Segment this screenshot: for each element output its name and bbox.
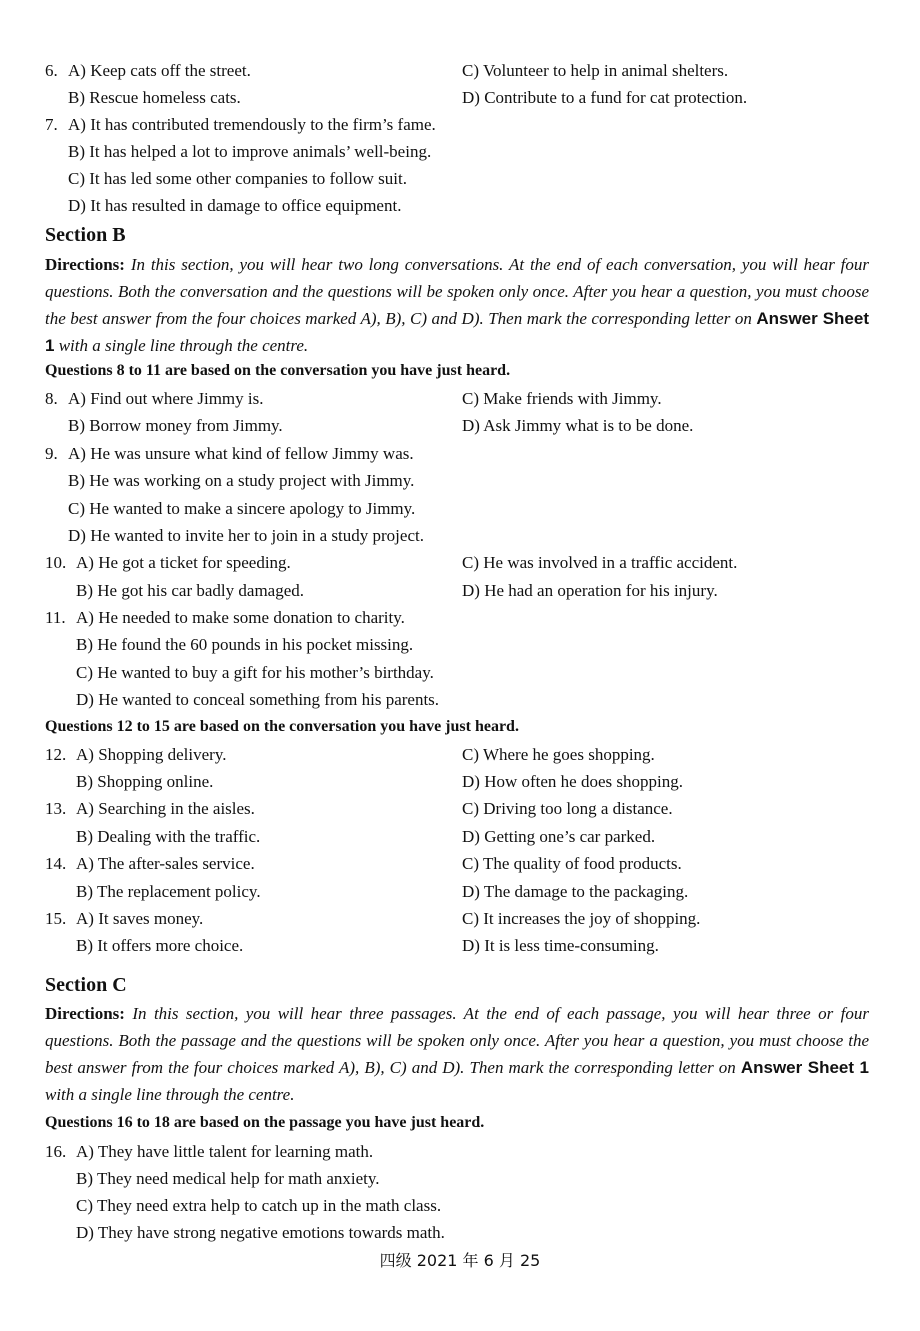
option-b: B) It has helped a lot to improve animals’ well-being.: [68, 142, 432, 161]
question-number: 9.: [45, 444, 58, 463]
question-11-row-1: [0, 604, 920, 631]
question-16-row-4: [0, 1219, 920, 1246]
question-10-row-2: [0, 577, 920, 604]
question-14-row-1: [0, 850, 920, 877]
question-number: 10.: [45, 553, 67, 572]
answer-sheet-label: Answer Sheet 1: [45, 309, 869, 355]
question-6-row-1: [0, 57, 920, 84]
option-a: A) It has contributed tremendously to the firm’s fame.: [68, 115, 436, 134]
option-c: C) Volunteer to help in animal shelters.: [462, 61, 729, 80]
section-b-title: Section B: [45, 224, 126, 246]
question-12-row-1: [0, 741, 920, 768]
question-9-row-3: [0, 495, 920, 522]
question-13-row-1: [0, 795, 920, 822]
answer-sheet-label: Answer Sheet 1: [740, 1058, 870, 1077]
question-12-row-2: [0, 768, 920, 795]
question-9-row-1: [0, 440, 920, 467]
option-a: A) They have little talent for learning math.: [76, 1142, 374, 1161]
question-7-row-3: [0, 165, 920, 192]
directions-text-end: with a single line through the centre.: [58, 336, 309, 355]
option-d: D) He wanted to invite her to join in a study project.: [68, 526, 424, 545]
option-a: A) He was unsure what kind of fellow Jimmy was.: [68, 444, 414, 463]
option-b: B) Shopping online.: [76, 772, 214, 791]
question-16-row-3: [0, 1192, 920, 1219]
questions-16-18-heading: Questions 16 to 18 are based on the passage you have just heard.: [45, 1114, 485, 1131]
question-10-row-1: [0, 549, 920, 576]
option-c: C) He was involved in a traffic accident.: [462, 553, 738, 572]
question-9-row-4: [0, 522, 920, 549]
option-a: A) He needed to make some donation to charity.: [76, 608, 405, 627]
option-c: C) They need extra help to catch up in the math class.: [76, 1196, 442, 1215]
option-d: D) How often he does shopping.: [462, 772, 683, 791]
question-16-row-2: [0, 1165, 920, 1192]
option-b: B) He found the 60 pounds in his pocket missing.: [76, 635, 414, 654]
option-d: D) The damage to the packaging.: [462, 882, 689, 901]
question-number: 6.: [45, 61, 58, 80]
option-b: B) He got his car badly damaged.: [76, 581, 305, 600]
option-d: D) It is less time-consuming.: [462, 936, 659, 955]
option-c: C) Make friends with Jimmy.: [462, 389, 662, 408]
question-number: 14.: [45, 854, 67, 873]
option-c: C) He wanted to buy a gift for his mother’s birthday.: [76, 663, 434, 682]
option-b: B) Borrow money from Jimmy.: [68, 416, 283, 435]
question-11-row-2: [0, 631, 920, 658]
question-number: 8.: [45, 389, 58, 408]
option-d: D) Contribute to a fund for cat protection.: [462, 88, 748, 107]
questions-12-15-heading: Questions 12 to 15 are based on the conversation you have just heard.: [45, 718, 519, 735]
option-b: B) It offers more choice.: [76, 936, 244, 955]
option-b: B) The replacement policy.: [76, 882, 261, 901]
questions-8-11-heading: Questions 8 to 11 are based on the conversation you have just heard.: [45, 362, 511, 379]
option-c: C) Driving too long a distance.: [462, 799, 673, 818]
option-d: D) They have strong negative emotions towards math.: [76, 1223, 445, 1242]
question-number: 15.: [45, 909, 67, 928]
directions-text: In this section, you will hear three passages. At the end of each passage, you will hear three or four questions. Both the passage and the questions will be spoken only once. After you hear a question, you must choose the best answer from the four choices marked A), B), C) and D). Then mark the corresponding letter on: [45, 1004, 869, 1077]
option-a: A) Shopping delivery.: [76, 745, 227, 764]
option-b: B) Rescue homeless cats.: [68, 88, 241, 107]
option-c: C) He wanted to make a sincere apology to Jimmy.: [68, 499, 416, 518]
option-d: D) He wanted to conceal something from his parents.: [76, 690, 440, 709]
question-8-row-1: [0, 385, 920, 412]
section-c-directions: [45, 1000, 869, 1108]
question-number: 13.: [45, 799, 67, 818]
section-b-directions: [45, 251, 869, 359]
question-11-row-4: [0, 686, 920, 713]
question-number: 7.: [45, 115, 58, 134]
option-a: A) Find out where Jimmy is.: [68, 389, 264, 408]
option-d: D) He had an operation for his injury.: [462, 581, 718, 600]
option-c: C) It has led some other companies to follow suit.: [68, 169, 407, 188]
question-6-row-2: [0, 84, 920, 111]
question-15-row-1: [0, 905, 920, 932]
section-c-title: Section C: [45, 974, 127, 996]
question-11-row-3: [0, 659, 920, 686]
option-b: B) They need medical help for math anxiety.: [76, 1169, 380, 1188]
option-a: A) Keep cats off the street.: [68, 61, 251, 80]
question-14-row-2: [0, 878, 920, 905]
directions-text: In this section, you will hear two long conversations. At the end of each conversation, you will hear four questions. Both the conversation and the questions will be spoken only once. After you hear a question, you must choose the best answer from the four choices marked A), B), C) and D). Then mark the corresponding letter on: [45, 255, 869, 328]
question-number: 16.: [45, 1142, 67, 1161]
option-a: A) He got a ticket for speeding.: [76, 553, 291, 572]
question-8-row-2: [0, 412, 920, 439]
option-c: C) It increases the joy of shopping.: [462, 909, 701, 928]
option-d: D) Ask Jimmy what is to be done.: [462, 416, 694, 435]
option-a: A) Searching in the aisles.: [76, 799, 255, 818]
directions-label: Directions:: [45, 255, 125, 274]
page-footer: 四级 2021 年 6 月 25: [379, 1251, 541, 1270]
question-9-row-2: [0, 467, 920, 494]
option-c: C) The quality of food products.: [462, 854, 682, 873]
option-c: C) Where he goes shopping.: [462, 745, 655, 764]
question-7-row-1: [0, 111, 920, 138]
option-a: A) The after-sales service.: [76, 854, 255, 873]
option-b: B) Dealing with the traffic.: [76, 827, 261, 846]
question-7-row-2: [0, 138, 920, 165]
question-number: 11.: [45, 608, 66, 627]
question-13-row-2: [0, 823, 920, 850]
question-16-row-1: [0, 1138, 920, 1165]
question-7-row-4: [0, 192, 920, 219]
directions-label: Directions:: [45, 1004, 125, 1023]
question-number: 12.: [45, 745, 67, 764]
question-15-row-2: [0, 932, 920, 959]
option-d: D) It has resulted in damage to office equipment.: [68, 196, 402, 215]
option-d: D) Getting one’s car parked.: [462, 827, 656, 846]
option-b: B) He was working on a study project with Jimmy.: [68, 471, 415, 490]
option-a: A) It saves money.: [76, 909, 204, 928]
directions-text-end: with a single line through the centre.: [45, 1085, 295, 1104]
